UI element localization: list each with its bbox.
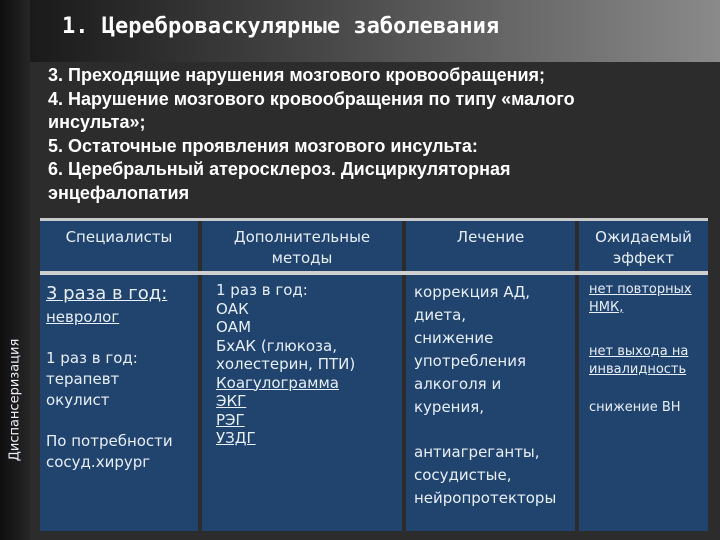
therapist-text: терапевт xyxy=(46,370,120,388)
treatment-item: сосудистые, xyxy=(414,466,512,484)
treatment-item: диета, xyxy=(414,306,467,324)
effect-item: нет выхода на xyxy=(589,344,689,359)
header-effect-line: эффект xyxy=(613,249,674,267)
method-item: ОАК xyxy=(216,299,249,318)
spacer xyxy=(46,328,194,348)
method-item: БхАК (глюкоза, xyxy=(216,336,337,355)
intro-line: 3. Преходящие нарушения мозгового кровообращения; xyxy=(48,65,546,85)
side-label xyxy=(8,300,22,500)
treatment-item: употребления xyxy=(414,352,526,370)
treatment-item: коррекция АД, xyxy=(414,283,531,301)
cell-effect xyxy=(579,275,708,531)
spacer xyxy=(589,379,704,399)
method-item: Коагулограмма xyxy=(216,373,339,392)
slide-title: 1. Цереброваскулярные заболевания xyxy=(62,14,500,39)
cell-treatment xyxy=(406,275,575,531)
vascular-surgeon-text: сосуд.хирург xyxy=(46,453,151,471)
treatment-item: курения, xyxy=(414,398,485,416)
intro-line: 6. Церебральный атеросклероз. Дисциркуляторная xyxy=(48,159,511,179)
side-label-text: Диспансеризация xyxy=(7,338,23,462)
intro-line: инсульта»; xyxy=(48,112,146,132)
method-item: 1 раз в год: xyxy=(216,281,308,299)
method-item: ЭКГ xyxy=(216,392,247,410)
oculist-text: окулист xyxy=(46,391,110,409)
intro-text xyxy=(48,64,708,205)
cell-methods xyxy=(202,275,402,531)
spacer xyxy=(589,317,704,343)
intro-line: 5. Остаточные проявления мозгового инсульта: xyxy=(48,135,478,156)
cell-specialists xyxy=(40,275,198,531)
intro-line: энцефалопатия xyxy=(48,182,190,203)
freq1-label: 1 раз в год: xyxy=(46,349,138,367)
spacer xyxy=(46,411,194,431)
treatment-item: нейропротекторы xyxy=(414,489,557,507)
header-methods-line: методы xyxy=(271,249,333,267)
as-needed-label: По потребности xyxy=(46,432,173,450)
method-item: УЗДГ xyxy=(216,429,256,447)
header-treatment xyxy=(406,221,575,271)
method-item: РЭГ xyxy=(216,410,245,429)
header-effect xyxy=(579,221,708,271)
header-specialists-text: Специалисты xyxy=(65,228,173,246)
treatment-item: антиагреганты, xyxy=(414,443,540,461)
intro-line: 4. Нарушение мозгового кровообращения по типу «малого xyxy=(48,88,575,109)
treatment-item: алкоголя и xyxy=(414,375,502,393)
effect-item: инвалидность xyxy=(589,362,687,377)
effect-item: НМК, xyxy=(589,300,624,315)
effect-item: снижение ВН xyxy=(589,400,681,415)
freq3-label: 3 раза в год: xyxy=(46,283,168,304)
header-treatment-text: Лечение xyxy=(456,228,525,246)
header-methods-line: Дополнительные xyxy=(233,228,371,246)
spacer xyxy=(414,419,571,441)
header-effect-line: Ожидаемый xyxy=(595,228,692,246)
method-item: ОАМ xyxy=(216,318,252,336)
header-methods xyxy=(202,221,402,271)
header-specialists xyxy=(40,221,198,271)
method-item: холестерин, ПТИ) xyxy=(216,355,356,373)
neurologist-text: невролог xyxy=(46,308,120,326)
treatment-item: снижение xyxy=(414,329,494,347)
dispensary-table xyxy=(40,221,708,531)
effect-item: нет повторных xyxy=(589,282,692,297)
